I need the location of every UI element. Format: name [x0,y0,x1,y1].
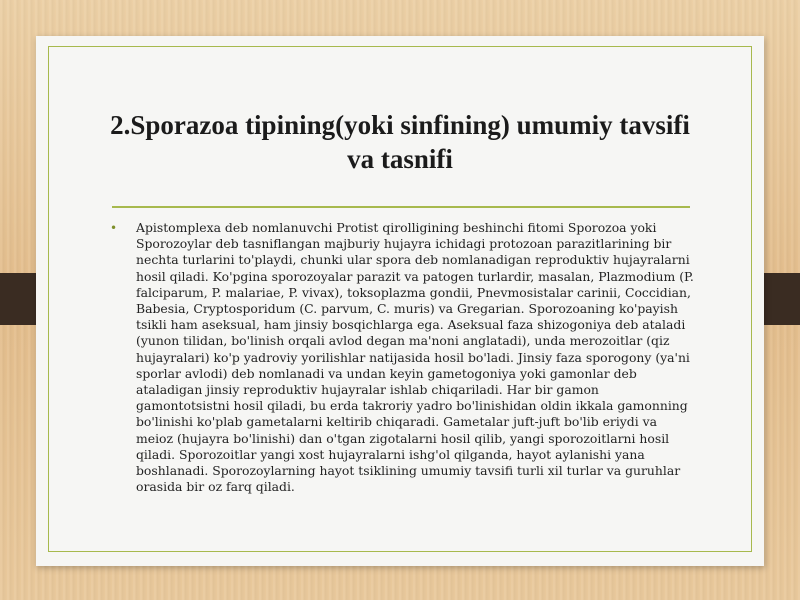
left-edge-tab [0,273,36,325]
slide-body-text: Apistomplexa deb nomlanuvchi Protist qirolligining beshinchi fitomi Sporozoa yoki Sporozoylar deb tasniflangan majburiy hujayra ichidagi protozoan parazitlarining bir nechta turlarini to'playdi, chunki ular spora deb nomlanadigan reproduktiv hujayralarni hosil qiladi. Ko'pgina sporozoyalar parazit va patogen turlardir, masalan, Plazmodium (P. falciparum, P. malariae, P. vivax), toksoplazma gondii, Pnevmosistalar carinii, Coccidian, Babesia, Cryptosporidum (C. parvum, C. muris) va Gregarian. Sporozoaning ko'payish tsikli ham aseksual, ham jinsiy bosqichlarga ega. Aseksual faza shizogoniya deb ataladi (yunon tilidan, bo'linish orqali avlod degan ma'noni anglatadi), unda merozoitlar (qiz hujayralari) ko'p yadroviy yorilishlar natijasida hosil bo'ladi. Jinsiy faza sporogony (ya'ni sporlar avlodi) deb nomlanadi va undan keyin gametogoniya yoki gamonlar deb ataladigan jinsiy reproduktiv hujayralar ishlab chiqariladi. Har bir gamon gamontotsistni hosil qiladi, bu erda takroriy yadro bo'linishidan oldin ikkala gamonning bo'linishi ko'plab gametalarni keltirib chiqaradi. Gametalar juft-juft bo'lib eriydi va meioz (hujayra bo'linishi) dan o'tgan zigotalarni hosil qilib, yangi sporozoitlarni hosil qiladi. Sporozoitlar yangi xost hujayralarni ishg'ol qilganda, hayot aylanishi yana boshlanadi. Sporozoylarning hayot tsiklining umumiy tavsifi turli xil turlar va guruhlar orasida bir oz farq qiladi. [136,220,694,495]
slide-card [36,36,764,566]
slide-title: 2.Sporazoa tipining(yoki sinfining) umumiy tavsifi va tasnifi [110,110,690,174]
title-divider [112,206,690,208]
bullet-marker: • [110,221,118,235]
